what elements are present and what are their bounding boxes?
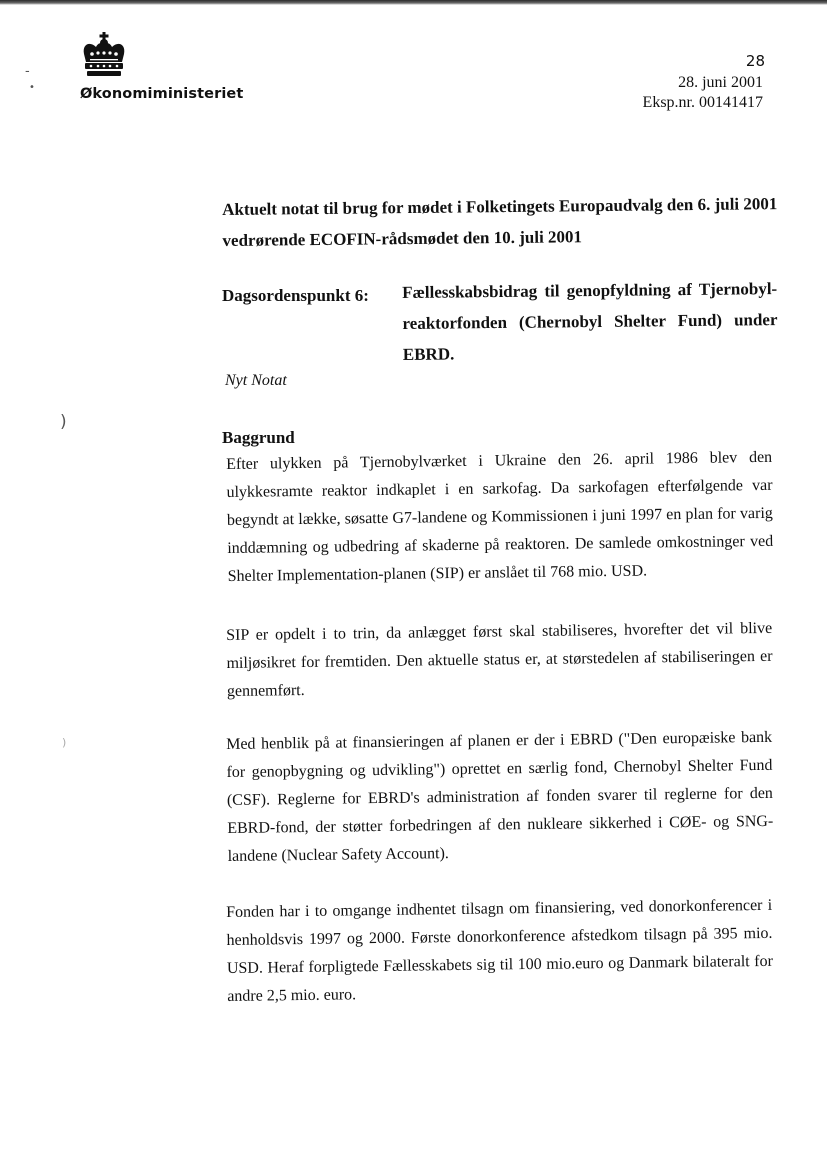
scan-edge: [0, 0, 827, 5]
margin-mark: •: [29, 82, 35, 93]
body-paragraph: Fonden har i to omgange indhentet tilsagn om finansiering, ved donorkonferencer i henholdsvis 1997 og 2000. Første donorkonference afstedkom tilsagn på 395 mio. USD. Heraf forpligtede Fællesskabets sig til 100 mio.euro og Danmark bilateralt for andre 2,5 mio. euro.: [226, 896, 773, 1005]
agenda-label: Dagsordenspunkt 6:: [222, 286, 369, 305]
case-reference: Eksp.nr. 00141417: [642, 94, 763, 111]
document-title: Aktuelt notat til brug for mødet i Folketingets Europaudvalg den 6. juli 2001 vedrørende ECOFIN-rådsmødet den 10. juli 2001: [222, 194, 778, 250]
margin-mark: ): [62, 736, 67, 749]
section-heading: Baggrund: [222, 428, 295, 447]
margin-mark: ): [60, 412, 67, 432]
body-paragraph: Efter ulykken på Tjernobylværket i Ukraine den 26. april 1986 blev den ulykkesramte reaktor indkaplet i en sarkofag. Da sarkofagen efterfølgende var begyndt at lække, søsatte G7-landene og Kommissionen i juni 1997 en plan for varig inddæmning og udbedring af skaderne på reaktoren. De samlede omkostninger ved Shelter Implementation-planen (SIP) er anslået til 768 mio. USD.: [226, 448, 774, 585]
royal-crown-icon: [78, 32, 130, 78]
note-type: Nyt Notat: [225, 372, 287, 389]
body-paragraph: SIP er opdelt i to trin, da anlægget først skal stabiliseres, hvorefter det vil blive miljøsikret for fremtiden. Den aktuelle status er, at størstedelen af stabiliseringen er gennemført.: [226, 619, 773, 700]
page-number: 28: [745, 52, 765, 70]
agenda-text: Fællesskabsbidrag til genopfyldning af Tjernobyl-reaktorfonden (Chernobyl Shelter Fund) under EBRD.: [402, 279, 778, 364]
ministry-name: Økonomiministeriet: [80, 86, 244, 102]
margin-mark: -: [25, 64, 30, 79]
body-paragraph: Med henblik på at finansieringen af planen er der i EBRD ("Den europæiske bank for genopbygning og udvikling") oprettet en særlig fond, Chernobyl Shelter Fund (CSF). Reglerne for EBRD's administration af fonden svarer til reglerne for den EBRD-fond, der støtter forbedringen af den nukleare sikkerhed i CØE- og SNG-landene (Nuclear Safety Account).: [226, 728, 774, 865]
document-date: 28. juni 2001: [678, 74, 763, 91]
